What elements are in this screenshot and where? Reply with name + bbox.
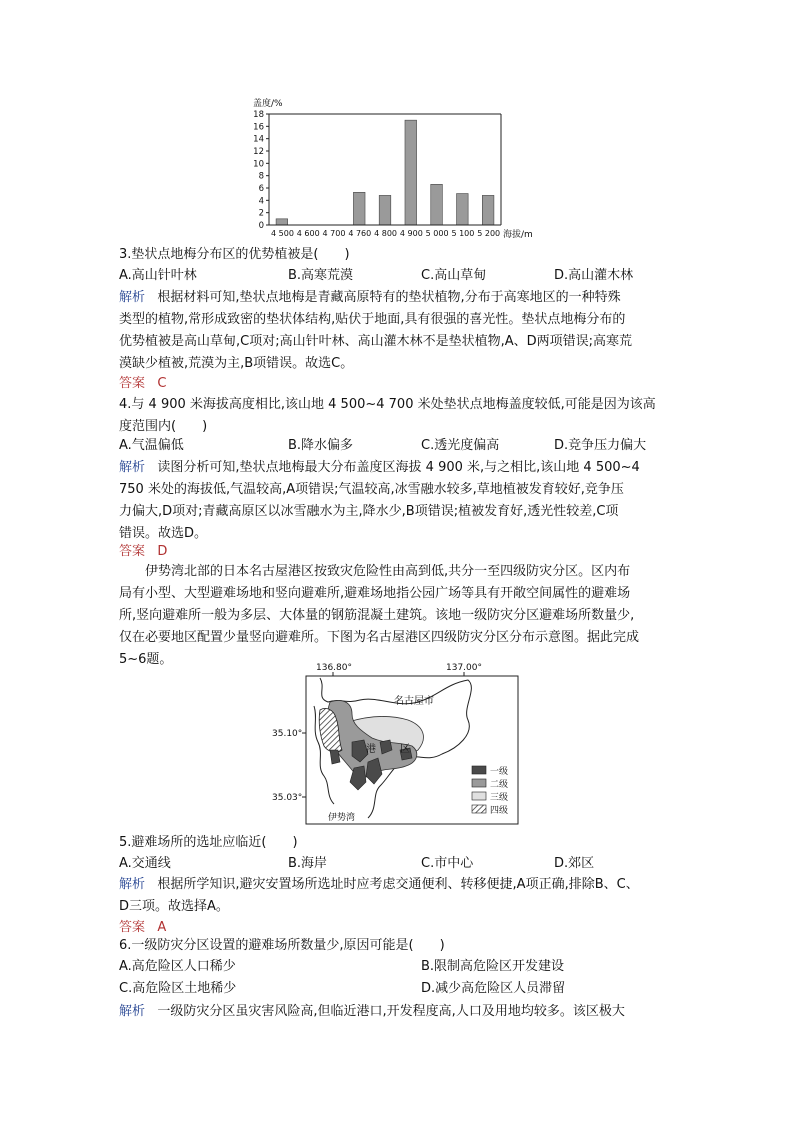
q4-option-d: D.竞争压力偏大 <box>554 438 647 453</box>
q6-option-b: B.限制高危险区开发建设 <box>421 959 565 974</box>
map-lat-bottom: 35.03° <box>272 793 303 803</box>
q6-analysis <box>119 1001 679 1023</box>
chart-ytick-label: 16 <box>253 122 264 133</box>
chart-ytick-label: 12 <box>253 147 264 157</box>
q3-analysis <box>119 287 679 375</box>
q6-option-c: C.高危险区土地稀少 <box>119 981 237 996</box>
q4-analysis-label: 解析 <box>119 460 146 475</box>
legend-label-level1: 一级 <box>490 767 509 777</box>
q6-analysis-label: 解析 <box>119 1004 146 1019</box>
q3-analysis-line: 漠缺少植被,荒漠为主,B项错误。故选C。 <box>119 356 354 371</box>
legend-swatch-level2 <box>472 779 486 787</box>
chart-xtick-label: 4 800 <box>374 229 398 238</box>
q6-option-d: D.减少高危险区人员滞留 <box>421 981 566 996</box>
chart-ytick-label: 18 <box>253 110 264 120</box>
q5-stem: 5.避难场所的选址应临近( ) <box>119 835 298 850</box>
map-lon-left: 136.80° <box>316 663 352 673</box>
q6-analysis-line: 一级防灾分区虽灾害风险高,但临近港口,开发程度高,人口及用地均较多。该区极大 <box>157 1004 625 1019</box>
legend-label-level2: 二级 <box>490 780 509 790</box>
chart-bar <box>405 120 417 225</box>
q4-stem-line: 4.与 4 900 米海拔高度相比,该山地 4 500~4 700 米处垫状点地梅盖度较低,可能是因为该高 <box>119 397 656 412</box>
chart-xtick-label: 4 760 <box>348 229 372 238</box>
passage-line: 5~6题。 <box>119 652 173 667</box>
map-port-label-b: 区 <box>400 744 410 755</box>
chart-ytick-label: 6 <box>258 184 264 194</box>
q3-analysis-label: 解析 <box>119 290 146 305</box>
legend-swatch-level1 <box>472 766 486 774</box>
q4-option-b: B.降水偏多 <box>288 438 354 453</box>
q4-option-a: A.气温偏低 <box>119 438 184 453</box>
chart-ytick-label: 2 <box>258 208 264 219</box>
q3-stem: 3.垫状点地梅分布区的优势植被是( ) <box>119 247 350 262</box>
q5-answer-label: 答案 <box>119 920 146 935</box>
chart-ytick-label: 8 <box>258 171 264 182</box>
q4-answer-row <box>119 542 167 561</box>
map-city-label: 名古屋市 <box>394 696 434 707</box>
map-port-label-a: 港 <box>366 744 376 755</box>
q5-analysis <box>119 874 679 918</box>
chart-xtick-label: 4 500 <box>271 229 294 238</box>
nagoya-port-zoning-map <box>268 658 528 828</box>
chart-ytick-label: 10 <box>253 159 264 170</box>
q3-option-a: A.高山针叶林 <box>119 268 197 283</box>
passage-line: 所,竖向避难所一般为多层、大体量的钢筋混凝土建筑。该地一级防灾分区避难场所数量少, <box>119 608 635 623</box>
q4-analysis-line: 力偏大,D项对;青藏高原区以冰雪融水为主,降水少,B项错误;植被发育好,透光性较差,C项 <box>119 504 619 519</box>
legend-swatch-level3 <box>472 792 486 800</box>
chart-bar <box>431 184 443 225</box>
q4-answer: D <box>157 544 168 559</box>
chart-xtick-label: 5 000 <box>425 229 449 238</box>
q6-option-a: A.高危险区人口稀少 <box>119 959 236 974</box>
q4-analysis <box>119 457 679 545</box>
chart-bar <box>353 192 365 225</box>
q6-stem: 6.一级防灾分区设置的避难场所数量少,原因可能是( ) <box>119 938 445 953</box>
legend-label-level4: 四级 <box>490 806 509 816</box>
q3-option-b: B.高寒荒漠 <box>288 268 354 283</box>
chart-xtick-label: 5 200 <box>477 229 501 238</box>
chart-xtick-label: 4 700 <box>322 229 346 238</box>
q5-analysis-line: 根据所学知识,避灾安置场所选址时应考虑交通便利、转移便捷,A项正确,排除B、C、 <box>157 877 639 892</box>
q4-analysis-line: 750 米处的海拔低,气温较高,A项错误;气温较高,冰雪融水较多,草地植被发育较好,竞争压 <box>119 482 624 497</box>
q3-answer-row <box>119 374 167 393</box>
q5-answer: A <box>157 920 167 935</box>
passage-line: 仅在必要地区配置少量竖向避难所。下图为名古屋港区四级防灾分区分布示意图。据此完成 <box>119 630 640 645</box>
q3-answer-label: 答案 <box>119 376 146 391</box>
passage-line: 局有小型、大型避难场地和竖向避难所,避难场地指公园广场等具有开敞空间属性的避难场 <box>119 586 631 601</box>
passage-line: 伊势湾北部的日本名古屋港区按致灾危险性由高到低,共分一至四级防灾分区。区内布 <box>145 564 631 579</box>
chart-ylabel: 盖度/% <box>253 99 283 109</box>
q4-answer-label: 答案 <box>119 544 146 559</box>
chart-xtick-label: 4 900 <box>399 229 423 238</box>
chart-bar <box>379 195 391 225</box>
q5-option-b: B.海岸 <box>288 856 328 871</box>
chart-bar <box>482 195 494 225</box>
map-bay-label: 伊势湾 <box>328 813 356 823</box>
legend-swatch-level4 <box>472 805 486 813</box>
zone-level1-e <box>330 750 340 764</box>
elevation-coverage-chart <box>235 92 535 242</box>
map-lon-right: 137.00° <box>446 663 482 673</box>
passage <box>119 561 679 671</box>
q4-analysis-line: 读图分析可知,垫状点地梅最大分布盖度区海拔 4 900 米,与之相比,该山地 4 500~4 <box>157 460 640 475</box>
q3-answer: C <box>157 376 167 391</box>
q5-option-c: C.市中心 <box>421 856 474 871</box>
chart-ytick-label: 14 <box>253 134 264 145</box>
chart-xtick-label: 4 600 <box>296 229 320 238</box>
chart-bar <box>457 194 469 225</box>
q5-answer-row <box>119 918 166 937</box>
q4-option-c: C.透光度偏高 <box>421 438 500 453</box>
q4-analysis-line: 错误。故选D。 <box>119 526 208 541</box>
q3-analysis-line: 优势植被是高山草甸,C项对;高山针叶林、高山灌木林不是垫状植物,A、D两项错误;高寒荒 <box>119 334 633 349</box>
q5-analysis-label: 解析 <box>119 877 146 892</box>
legend-label-level3: 三级 <box>490 793 509 803</box>
q3-option-c: C.高山草甸 <box>421 268 487 283</box>
map-lat-top: 35.10° <box>272 729 303 739</box>
chart-bar <box>276 219 288 225</box>
q5-analysis-line: D三项。故选择A。 <box>119 899 229 914</box>
q5-option-d: D.郊区 <box>554 856 595 871</box>
chart-ytick-label: 0 <box>258 221 264 231</box>
q4-stem <box>119 394 679 438</box>
chart-xtick-label: 5 100 <box>451 229 475 238</box>
q4-stem-line: 度范围内( ) <box>119 419 208 434</box>
chart-ytick-label: 4 <box>258 196 264 207</box>
q3-analysis-line: 类型的植物,常形成致密的垫状体结构,贴伏于地面,具有很强的喜光性。垫状点地梅分布的 <box>119 312 626 327</box>
q3-option-d: D.高山灌木林 <box>554 268 634 283</box>
chart-xlabel: 海拔/m <box>503 230 533 240</box>
q5-option-a: A.交通线 <box>119 856 171 871</box>
q3-analysis-line: 根据材料可知,垫状点地梅是青藏高原特有的垫状植物,分布于高寒地区的一种特殊 <box>157 290 621 305</box>
